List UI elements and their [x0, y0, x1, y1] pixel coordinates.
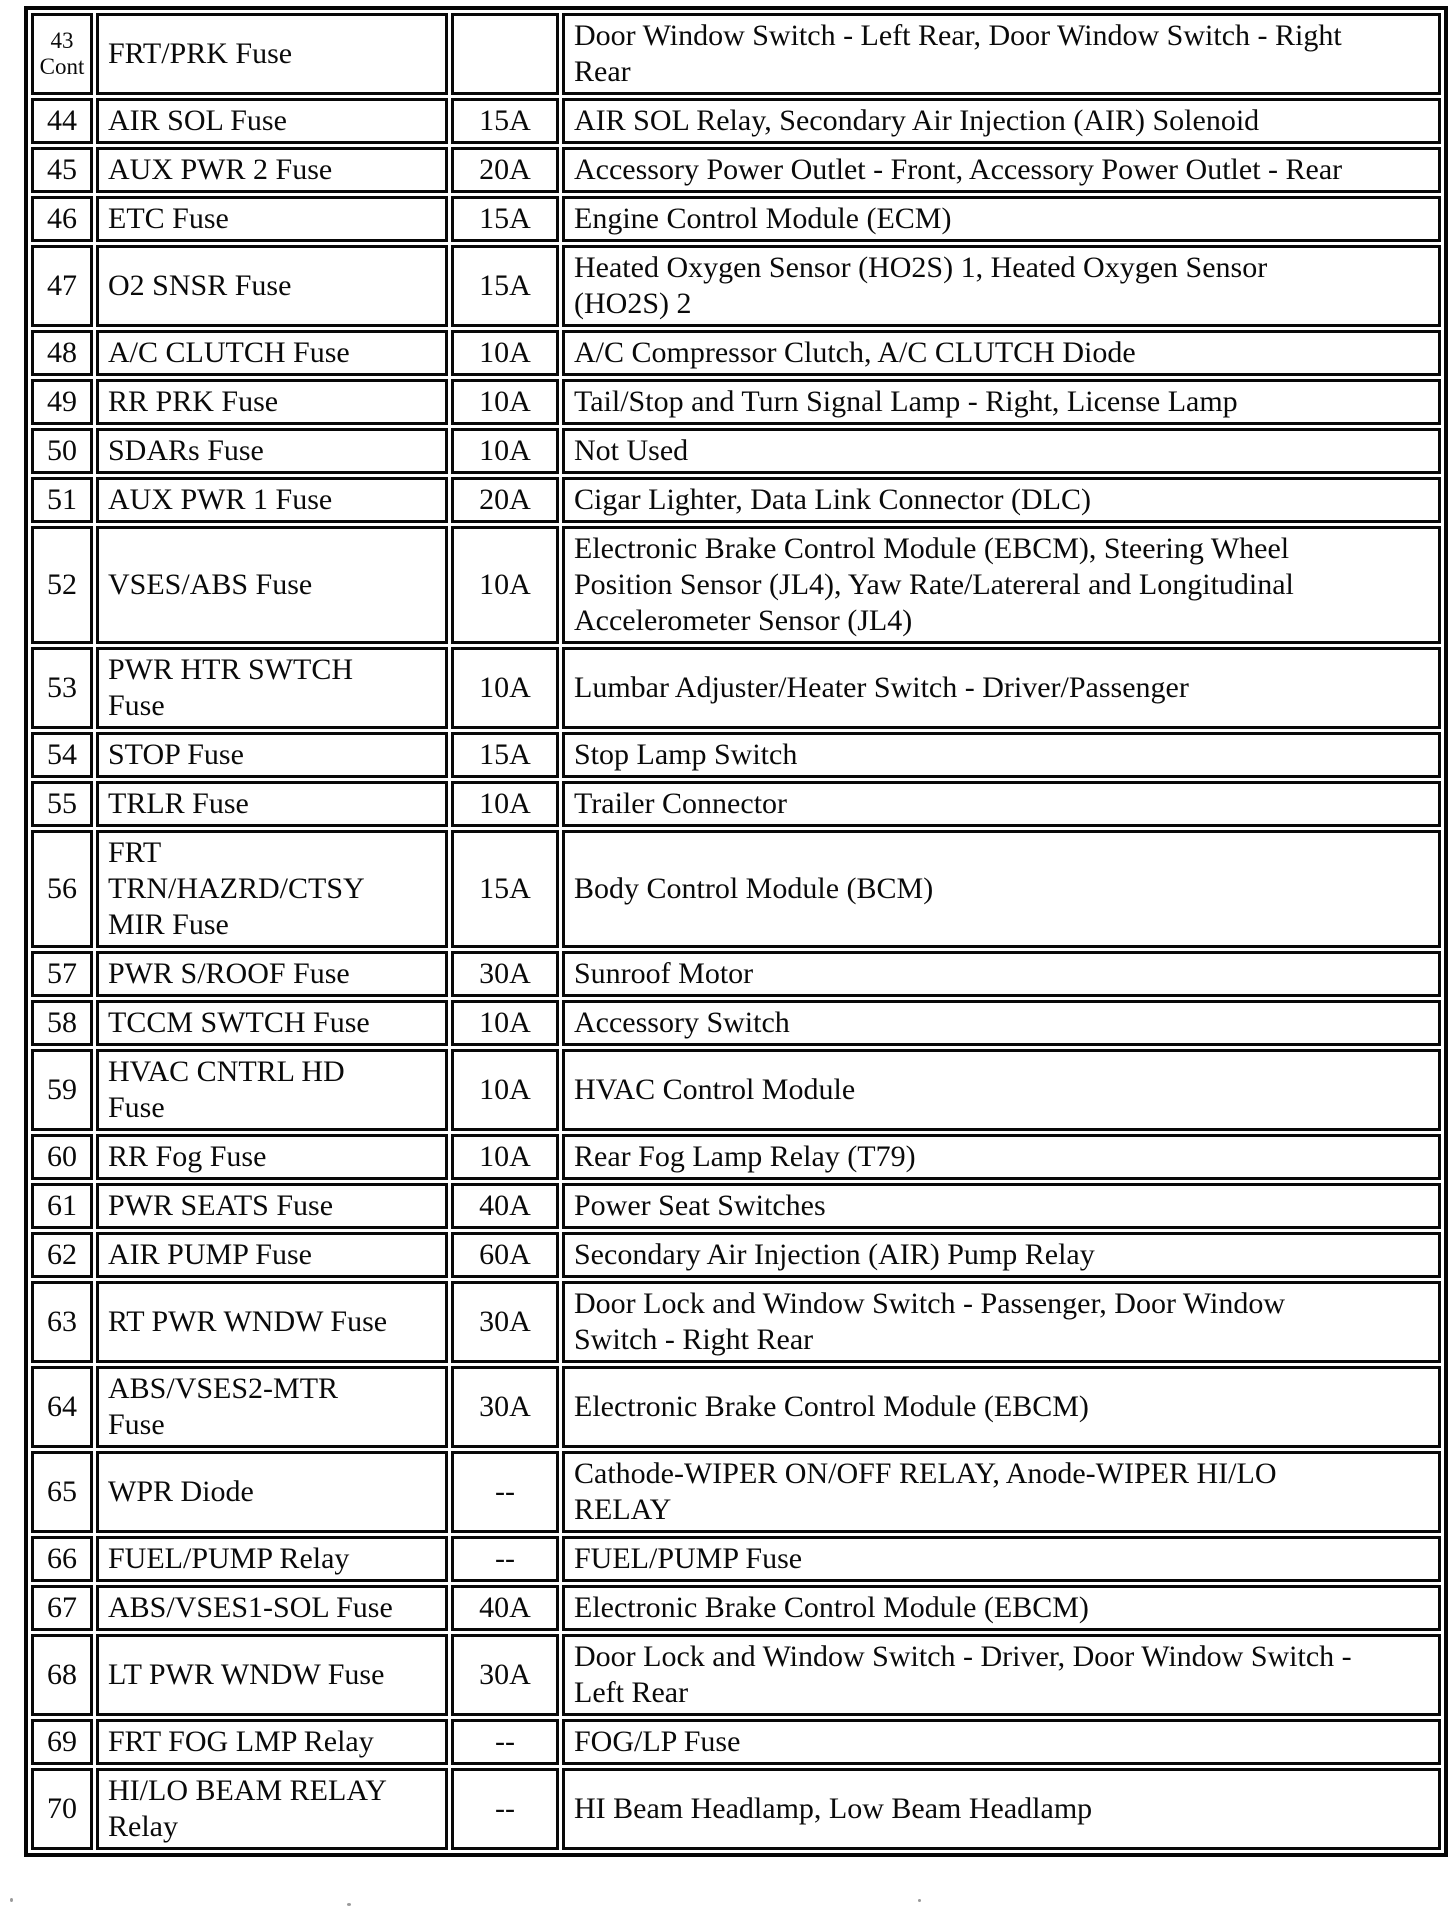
fuse-number: 70 [47, 1792, 77, 1825]
fuse-name-cell: RT PWR WNDW Fuse [96, 1281, 448, 1363]
fuse-name-cell: FRT TRN/HAZRD/CTSY MIR Fuse [96, 830, 448, 948]
fuse-name-cell: PWR HTR SWTCH Fuse [96, 647, 448, 729]
table-row [31, 647, 1441, 729]
fuse-name-cell: ABS/VSES1-SOL Fuse [96, 1585, 448, 1631]
fuse-description-cell: Trailer Connector [562, 781, 1441, 827]
table-row [31, 1134, 1441, 1180]
fuse-number: 49 [47, 385, 77, 418]
table-row [31, 245, 1441, 327]
table-row [31, 147, 1441, 193]
fuse-table [24, 6, 1448, 1857]
fuse-number-cell [31, 477, 93, 523]
fuse-amperage-cell: 10A [451, 781, 559, 827]
fuse-number-cell [31, 1768, 93, 1850]
table-row [31, 428, 1441, 474]
table-row [31, 1585, 1441, 1631]
fuse-number-note: Cont [39, 54, 85, 79]
table-row [31, 1049, 1441, 1131]
table-row [31, 1232, 1441, 1278]
table-row [31, 1634, 1441, 1716]
fuse-description-cell: Not Used [562, 428, 1441, 474]
fuse-name-cell: TCCM SWTCH Fuse [96, 1000, 448, 1046]
fuse-description-cell: Heated Oxygen Sensor (HO2S) 1, Heated Oxygen Sensor (HO2S) 2 [562, 245, 1441, 327]
fuse-number-cell [31, 647, 93, 729]
fuse-number-cell [31, 245, 93, 327]
fuse-number: 46 [47, 202, 77, 235]
fuse-number: 67 [47, 1591, 77, 1624]
fuse-number-cell [31, 1232, 93, 1278]
table-row [31, 1183, 1441, 1229]
fuse-number: 66 [47, 1542, 77, 1575]
fuse-amperage-cell: 15A [451, 732, 559, 778]
scan-speck [10, 1898, 13, 1902]
fuse-number-cell [31, 13, 93, 95]
table-row [31, 330, 1441, 376]
fuse-name-cell: ABS/VSES2-MTR Fuse [96, 1366, 448, 1448]
fuse-number: 69 [47, 1725, 77, 1758]
fuse-amperage-cell: -- [451, 1451, 559, 1533]
fuse-number-cell [31, 1049, 93, 1131]
fuse-description-cell: HVAC Control Module [562, 1049, 1441, 1131]
fuse-description-cell: Power Seat Switches [562, 1183, 1441, 1229]
fuse-amperage-cell: -- [451, 1536, 559, 1582]
fuse-name-cell: AUX PWR 1 Fuse [96, 477, 448, 523]
fuse-description-cell: Electronic Brake Control Module (EBCM), Steering Wheel Position Sensor (JL4), Yaw Rate/Latereral and Longitudinal Accelerometer Sensor (JL4) [562, 526, 1441, 644]
table-row [31, 732, 1441, 778]
fuse-description-cell: Door Window Switch - Left Rear, Door Window Switch - Right Rear [562, 13, 1441, 95]
fuse-amperage-cell: 10A [451, 1134, 559, 1180]
fuse-name-cell: HVAC CNTRL HD Fuse [96, 1049, 448, 1131]
fuse-name-cell: TRLR Fuse [96, 781, 448, 827]
fuse-name-cell: HI/LO BEAM RELAY Relay [96, 1768, 448, 1850]
scanned-document-page [24, 6, 1448, 1857]
fuse-number-cell [31, 98, 93, 144]
fuse-amperage-cell: 15A [451, 245, 559, 327]
table-row [31, 1000, 1441, 1046]
fuse-number: 56 [47, 872, 77, 905]
fuse-number: 53 [47, 671, 77, 704]
table-row [31, 781, 1441, 827]
fuse-amperage-cell: 15A [451, 98, 559, 144]
fuse-amperage-cell: 30A [451, 1366, 559, 1448]
fuse-description-cell: AIR SOL Relay, Secondary Air Injection (AIR) Solenoid [562, 98, 1441, 144]
fuse-amperage-cell [451, 13, 559, 95]
fuse-description-cell: FUEL/PUMP Fuse [562, 1536, 1441, 1582]
fuse-number: 48 [47, 336, 77, 369]
fuse-name-cell: FRT/PRK Fuse [96, 13, 448, 95]
fuse-amperage-cell: -- [451, 1719, 559, 1765]
fuse-name-cell: AUX PWR 2 Fuse [96, 147, 448, 193]
table-row [31, 379, 1441, 425]
fuse-number: 55 [47, 787, 77, 820]
fuse-number-cell [31, 1451, 93, 1533]
table-row [31, 1451, 1441, 1533]
fuse-number-cell [31, 196, 93, 242]
fuse-description-cell: Lumbar Adjuster/Heater Switch - Driver/Passenger [562, 647, 1441, 729]
fuse-number: 62 [47, 1238, 77, 1271]
scan-speck [918, 1899, 921, 1902]
fuse-description-cell: Accessory Power Outlet - Front, Accessory Power Outlet - Rear [562, 147, 1441, 193]
fuse-number-cell [31, 781, 93, 827]
fuse-description-cell: HI Beam Headlamp, Low Beam Headlamp [562, 1768, 1441, 1850]
fuse-number-cell [31, 1281, 93, 1363]
fuse-description-cell: Body Control Module (BCM) [562, 830, 1441, 948]
fuse-number-cell [31, 1634, 93, 1716]
fuse-description-cell: FOG/LP Fuse [562, 1719, 1441, 1765]
fuse-description-cell: Stop Lamp Switch [562, 732, 1441, 778]
fuse-number: 63 [47, 1305, 77, 1338]
fuse-number: 60 [47, 1140, 77, 1173]
table-row [31, 830, 1441, 948]
fuse-name-cell: VSES/ABS Fuse [96, 526, 448, 644]
fuse-amperage-cell: 10A [451, 526, 559, 644]
fuse-number: 58 [47, 1006, 77, 1039]
fuse-number: 65 [47, 1475, 77, 1508]
fuse-description-cell: Electronic Brake Control Module (EBCM) [562, 1366, 1441, 1448]
fuse-number-cell [31, 1585, 93, 1631]
table-row [31, 1536, 1441, 1582]
fuse-description-cell: Accessory Switch [562, 1000, 1441, 1046]
fuse-number-cell [31, 330, 93, 376]
fuse-number: 54 [47, 738, 77, 771]
fuse-name-cell: PWR SEATS Fuse [96, 1183, 448, 1229]
fuse-amperage-cell: 40A [451, 1183, 559, 1229]
fuse-number-cell [31, 1719, 93, 1765]
fuse-amperage-cell: 10A [451, 379, 559, 425]
fuse-name-cell: RR Fog Fuse [96, 1134, 448, 1180]
fuse-number: 45 [47, 153, 77, 186]
fuse-name-cell: LT PWR WNDW Fuse [96, 1634, 448, 1716]
fuse-amperage-cell: 15A [451, 830, 559, 948]
fuse-name-cell: WPR Diode [96, 1451, 448, 1533]
fuse-amperage-cell: 10A [451, 428, 559, 474]
fuse-name-cell: A/C CLUTCH Fuse [96, 330, 448, 376]
fuse-name-cell: STOP Fuse [96, 732, 448, 778]
fuse-number: 68 [47, 1658, 77, 1691]
fuse-amperage-cell: 60A [451, 1232, 559, 1278]
table-row [31, 1768, 1441, 1850]
fuse-amperage-cell: 10A [451, 330, 559, 376]
table-row [31, 98, 1441, 144]
scan-speck [347, 1903, 351, 1906]
fuse-name-cell: RR PRK Fuse [96, 379, 448, 425]
fuse-name-cell: AIR PUMP Fuse [96, 1232, 448, 1278]
fuse-amperage-cell: 30A [451, 1634, 559, 1716]
fuse-description-cell: Electronic Brake Control Module (EBCM) [562, 1585, 1441, 1631]
fuse-number-cell [31, 1183, 93, 1229]
fuse-number-cell [31, 951, 93, 997]
table-row [31, 1366, 1441, 1448]
fuse-amperage-cell: 15A [451, 196, 559, 242]
fuse-number: 51 [47, 483, 77, 516]
fuse-number: 47 [47, 269, 77, 302]
fuse-number: 52 [47, 568, 77, 601]
fuse-name-cell: O2 SNSR Fuse [96, 245, 448, 327]
fuse-description-cell: Door Lock and Window Switch - Driver, Door Window Switch - Left Rear [562, 1634, 1441, 1716]
fuse-number: 61 [47, 1189, 77, 1222]
fuse-description-cell: Cathode-WIPER ON/OFF RELAY, Anode-WIPER HI/LO RELAY [562, 1451, 1441, 1533]
table-row [31, 196, 1441, 242]
fuse-description-cell: Secondary Air Injection (AIR) Pump Relay [562, 1232, 1441, 1278]
fuse-name-cell: FRT FOG LMP Relay [96, 1719, 448, 1765]
fuse-description-cell: Cigar Lighter, Data Link Connector (DLC) [562, 477, 1441, 523]
fuse-number-cell [31, 428, 93, 474]
fuse-amperage-cell: 10A [451, 1049, 559, 1131]
fuse-description-cell: A/C Compressor Clutch, A/C CLUTCH Diode [562, 330, 1441, 376]
fuse-amperage-cell: 40A [451, 1585, 559, 1631]
fuse-amperage-cell: 20A [451, 477, 559, 523]
fuse-number: 59 [47, 1073, 77, 1106]
fuse-amperage-cell: -- [451, 1768, 559, 1850]
fuse-amperage-cell: 20A [451, 147, 559, 193]
fuse-name-cell: FUEL/PUMP Relay [96, 1536, 448, 1582]
fuse-number: 57 [47, 957, 77, 990]
fuse-number-cell [31, 1000, 93, 1046]
fuse-description-cell: Tail/Stop and Turn Signal Lamp - Right, License Lamp [562, 379, 1441, 425]
fuse-description-cell: Sunroof Motor [562, 951, 1441, 997]
fuse-number-cell [31, 526, 93, 644]
fuse-number: 43 [50, 28, 74, 53]
fuse-amperage-cell: 10A [451, 647, 559, 729]
fuse-description-cell: Engine Control Module (ECM) [562, 196, 1441, 242]
fuse-number-cell [31, 147, 93, 193]
table-row [31, 1719, 1441, 1765]
fuse-table-body [31, 13, 1441, 1850]
fuse-amperage-cell: 10A [451, 1000, 559, 1046]
table-row [31, 526, 1441, 644]
table-row [31, 13, 1441, 95]
table-row [31, 1281, 1441, 1363]
fuse-number: 64 [47, 1390, 77, 1423]
fuse-name-cell: AIR SOL Fuse [96, 98, 448, 144]
fuse-number-cell [31, 1366, 93, 1448]
fuse-amperage-cell: 30A [451, 1281, 559, 1363]
fuse-number-cell [31, 1536, 93, 1582]
fuse-amperage-cell: 30A [451, 951, 559, 997]
fuse-number-cell [31, 1134, 93, 1180]
fuse-number-cell [31, 732, 93, 778]
fuse-number-cell [31, 379, 93, 425]
fuse-number-cell [31, 830, 93, 948]
fuse-description-cell: Rear Fog Lamp Relay (T79) [562, 1134, 1441, 1180]
fuse-name-cell: SDARs Fuse [96, 428, 448, 474]
fuse-name-cell: PWR S/ROOF Fuse [96, 951, 448, 997]
table-row [31, 477, 1441, 523]
fuse-number: 44 [47, 104, 77, 137]
fuse-number: 50 [47, 434, 77, 467]
table-row [31, 951, 1441, 997]
fuse-description-cell: Door Lock and Window Switch - Passenger, Door Window Switch - Right Rear [562, 1281, 1441, 1363]
fuse-name-cell: ETC Fuse [96, 196, 448, 242]
